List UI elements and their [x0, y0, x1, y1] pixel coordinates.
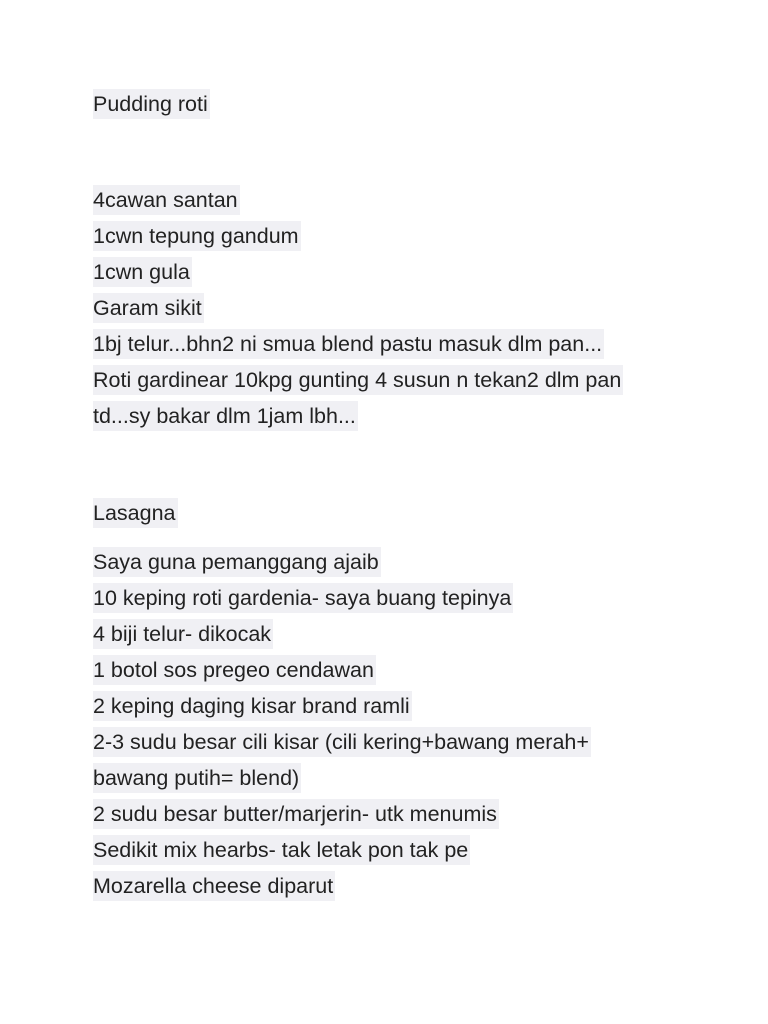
recipe-ingredients-lasagna [93, 544, 591, 904]
recipe-title-lasagna [93, 495, 178, 531]
instruction-line: 1bj telur...bhn2 ni smua blend pastu masuk dlm pan... [93, 326, 623, 362]
instruction-line: Roti gardinear 10kpg gunting 4 susun n tekan2 dlm pan [93, 362, 623, 398]
ingredient-line: 1cwn gula [93, 254, 623, 290]
ingredient-line: 2-3 sudu besar cili kisar (cili kering+bawang merah+ [93, 724, 591, 760]
ingredient-line: Saya guna pemanggang ajaib [93, 544, 591, 580]
instruction-line: td...sy bakar dlm 1jam lbh... [93, 398, 623, 434]
ingredient-line: 2 keping daging kisar brand ramli [93, 688, 591, 724]
ingredient-line: 10 keping roti gardenia- saya buang tepinya [93, 580, 591, 616]
ingredient-line: 1cwn tepung gandum [93, 218, 623, 254]
ingredient-line: bawang putih= blend) [93, 760, 591, 796]
ingredient-line: 1 botol sos pregeo cendawan [93, 652, 591, 688]
ingredient-line: 2 sudu besar butter/marjerin- utk menumis [93, 796, 591, 832]
ingredient-line: 4cawan santan [93, 182, 623, 218]
recipe-title-text: Lasagna [93, 498, 178, 528]
ingredient-line: 4 biji telur- dikocak [93, 616, 591, 652]
recipe-title-pudding [93, 86, 210, 122]
recipe-title-text: Pudding roti [93, 89, 210, 119]
ingredient-line: Mozarella cheese diparut [93, 868, 591, 904]
ingredient-line: Sedikit mix hearbs- tak letak pon tak pe [93, 832, 591, 868]
ingredient-line: Garam sikit [93, 290, 623, 326]
recipe-ingredients-pudding [93, 182, 623, 434]
